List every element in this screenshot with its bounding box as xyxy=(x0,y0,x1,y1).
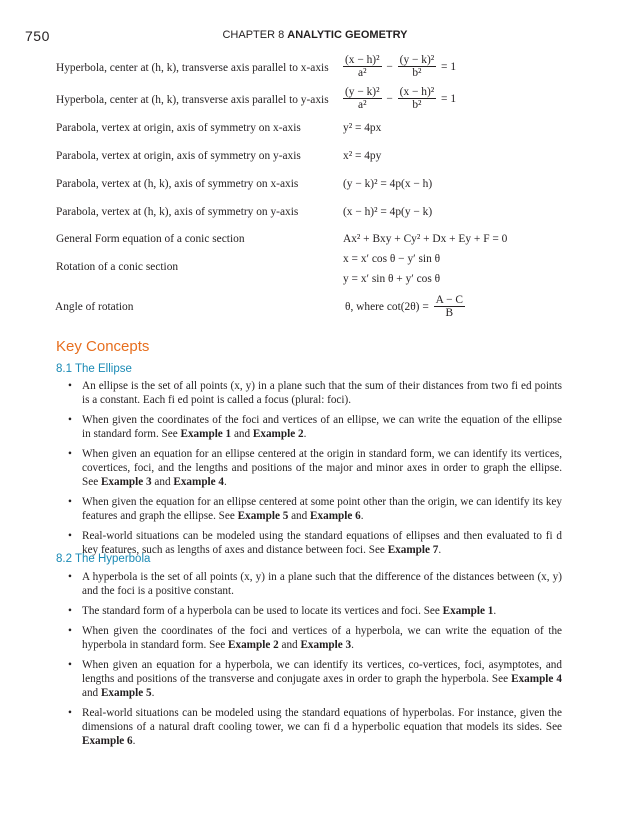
fraction xyxy=(398,86,437,111)
numerator: (x − h)² xyxy=(399,86,435,98)
list-item: • When given the coordinates of the foci and vertices of a hyperbola, we can write the equation of the hyperbola in standard form. See Example 2 and Example 3. xyxy=(66,624,562,652)
formula-equation: Ax² + Bxy + Cy² + Dx + Ey + F = 0 xyxy=(343,233,508,245)
list-item: • An ellipse is the set of all points (x, y) in a plane such that the sum of their distances from two fi ed points is a constant. Each fi ed point is called a focus (plural: foci). xyxy=(66,379,562,407)
example-reference: Example 5 xyxy=(237,510,289,522)
fraction xyxy=(343,86,382,111)
example-reference: Example 4 xyxy=(173,476,225,488)
formula-label: Angle of rotation xyxy=(55,301,134,313)
chapter-title: ANALYTIC GEOMETRY xyxy=(287,29,408,41)
formula-label: Parabola, vertex at (h, k), axis of symmetry on y-axis xyxy=(56,206,299,218)
operator: − xyxy=(386,92,393,105)
equals-rhs: = 1 xyxy=(441,60,457,73)
list-item: • Real-world situations can be modeled using the standard equations of hyperbolas. For instance, given the dimensions of a natural draft cooling tower, we can fi d a hyperbolic equation that models its sides. See Example 6. xyxy=(66,706,562,748)
formula-equation: (y − k)² = 4p(x − h) xyxy=(343,178,433,190)
list-item: • A hyperbola is the set of all points (x, y) in a plane such that the difference of the distances between (x, y) and the foci is a positive constant. xyxy=(66,570,562,598)
example-reference: Example 1 xyxy=(180,428,232,440)
denominator: B xyxy=(445,307,454,319)
formula-equation xyxy=(343,54,458,79)
formula-equation: x² = 4py xyxy=(343,150,382,162)
denominator: a² xyxy=(358,99,367,111)
example-reference: Example 6 xyxy=(82,735,133,747)
numerator: (y − k)² xyxy=(399,54,435,66)
formula-label: General Form equation of a conic section xyxy=(56,233,245,245)
fraction xyxy=(398,54,437,79)
operator: − xyxy=(386,60,393,73)
example-reference: Example 6 xyxy=(310,510,361,522)
list-item: • Real-world situations can be modeled using the standard equations of ellipses and then evaluated to fi d key features, such as lengths of axes and distance between foci. See Example 7. xyxy=(66,529,562,557)
example-reference: Example 3 xyxy=(100,476,152,488)
numerator: A − C xyxy=(435,294,463,306)
list-item: • When given the coordinates of the foci and vertices of an ellipse, we can write the equation of the ellipse in standard form. See Example 1 and Example 2. xyxy=(66,413,562,441)
section-heading-ellipse: 8.1 The Ellipse xyxy=(56,363,132,375)
list-item: • When given an equation for a hyperbola, we can identify its vertices, co-vertices, foci, asymptotes, and lengths and positions of the transverse and conjugate axes in order to graph the hyperbola. See Example 4 and Example 5. xyxy=(66,658,562,700)
example-reference: Example 4 xyxy=(511,673,563,685)
hyperbola-bullets xyxy=(66,570,562,754)
formula-equation: y² = 4px xyxy=(343,122,382,134)
formula-label: Parabola, vertex at origin, axis of symmetry on y-axis xyxy=(56,150,301,162)
fraction xyxy=(434,294,465,319)
example-reference: Example 5 xyxy=(100,687,152,699)
list-item: • When given the equation for an ellipse centered at some point other than the origin, we can identify its key features and graph the ellipse. See Example 5 and Example 6. xyxy=(66,495,562,523)
numerator: (y − k)² xyxy=(345,86,380,98)
formula-equation xyxy=(343,294,465,319)
page-header xyxy=(0,28,630,48)
formula-equation-line1: x = x′ cos θ − y′ sin θ xyxy=(343,253,441,265)
formula-label: Rotation of a conic section xyxy=(56,261,179,273)
chapter-label: CHAPTER 8 xyxy=(222,29,285,41)
example-reference: Example 1 xyxy=(442,605,494,617)
formula-label: Hyperbola, center at (h, k), transverse axis parallel to y-axis xyxy=(56,94,329,106)
formula-label: Parabola, vertex at (h, k), axis of symmetry on x-axis xyxy=(56,178,299,190)
equals-rhs: = 1 xyxy=(441,92,457,105)
formula-equation-line2: y = x′ sin θ + y′ cos θ xyxy=(343,273,441,285)
page-number: 750 xyxy=(25,28,50,44)
list-item: • When given an equation for an ellipse centered at the origin in standard form, we can identify its vertices, covertices, foci, and the lengths and positions of the major and minor axes in order to graph the ellipse. See Example 3 and Example 4. xyxy=(66,447,562,489)
numerator: (x − h)² xyxy=(345,54,380,66)
equation-prefix: θ, where cot(2θ) = xyxy=(345,300,429,313)
formula-label: Parabola, vertex at origin, axis of symmetry on x-axis xyxy=(56,122,301,134)
chapter-heading xyxy=(0,29,630,41)
denominator: b² xyxy=(412,67,422,79)
formula-equation xyxy=(343,86,458,111)
formula-equation: (x − h)² = 4p(y − k) xyxy=(343,206,433,218)
example-reference: Example 7 xyxy=(387,544,439,556)
example-reference: Example 2 xyxy=(252,428,304,440)
fraction xyxy=(343,54,382,79)
key-concepts-heading: Key Concepts xyxy=(56,338,150,355)
example-reference: Example 2 xyxy=(228,639,279,651)
example-reference: Example 3 xyxy=(300,639,352,651)
denominator: a² xyxy=(358,67,367,79)
denominator: b² xyxy=(412,99,422,111)
formula-label: Hyperbola, center at (h, k), transverse axis parallel to x-axis xyxy=(56,62,329,74)
section-heading-hyperbola: 8.2 The Hyperbola xyxy=(56,553,151,565)
ellipse-bullets xyxy=(66,379,562,563)
list-item: • The standard form of a hyperbola can be used to locate its vertices and foci. See Example 1. xyxy=(66,604,562,618)
